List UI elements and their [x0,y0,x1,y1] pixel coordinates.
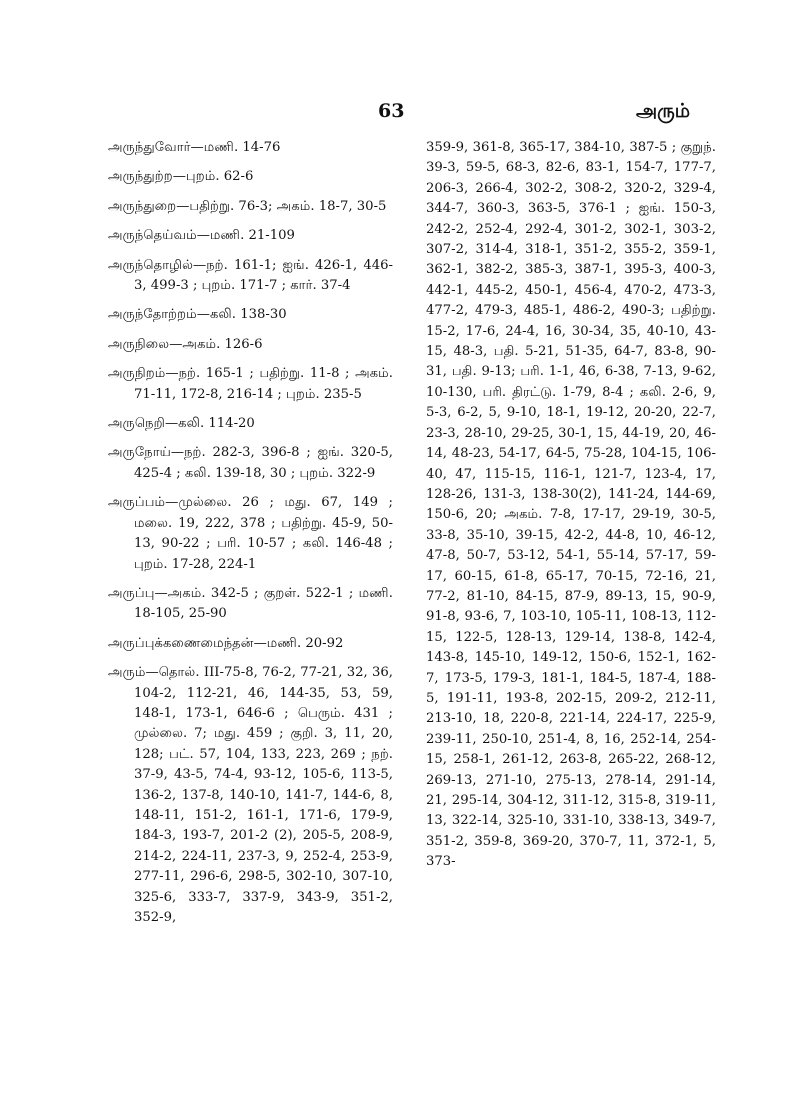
entry-headword: அருந்துற்ற [108,169,173,185]
entry-references: —முல்லை. 26 ; மது. 67, 149 ; மலை. 19, 222, 378 ; பதிற்று. 45-9, 50-13, 90-22 ; பரி. 10-57 ; கலி. 146-48 ; புறம். 17-28, 224-1 [134,495,393,572]
entry-headword: அருந்தெய்வம் [108,228,197,244]
entry-headword: அருப்பு [108,585,155,601]
right-column [426,138,716,873]
entry-headword: அருப்பம் [108,495,166,511]
entry-headword: அருப்புக்கணைமைந்தன் [108,635,254,651]
running-head: அரும் [636,100,691,122]
entry-references: —நற். 282-3, 396-8 ; ஐங். 320-5, 425-4 ; கலி. 139-18, 30 ; புறம். 322-9 [134,445,393,481]
index-entry [108,414,393,434]
entry-headword: அருந்தொழில் [108,257,194,273]
entry-headword: அருந்துவோர் [108,140,191,155]
entry-references: —கலி. 138-30 [196,307,287,323]
index-entry [108,634,393,654]
index-entry [108,584,393,625]
index-entry [108,493,393,575]
index-entry [108,335,393,355]
index-entry [108,663,393,928]
index-entry [108,226,393,246]
entry-headword: அருநிலை [108,336,170,352]
entry-references: —நற். 165-1 ; பதிற்று. 11-8 ; அகம். 71-11, 172-8, 216-14 ; புறம். 235-5 [134,366,393,402]
index-entry [108,167,393,187]
entry-headword: அருந்தோற்றம் [108,307,197,323]
entry-references: —புறம். 62-6 [172,169,254,185]
continued-references: 359-9, 361-8, 365-17, 384-10, 387-5 ; குறுந். 39-3, 59-5, 68-3, 82-6, 83-1, 154-7, 177-7, 206-3, 266-4, 302-2, 308-2, 320-2, 329-4, 344-7, 360-3, 363-5, 376-1 ; ஐங். 150-3, 242-2, 252-4, 292-4, 301-2, 302-1, 303-2, 307-2, 314-4, 318-1, 351-2, 355-2, 359-1, 362-1, 382-2, 385-3, 387-1, 395-3, 400-3, 442-1, 445-2, 450-1, 456-4, 470-2, 473-3, 477-2, 479-3, 485-1, 486-2, 490-3; பதிற்று. 15-2, 17-6, 24-4, 16, 30-34, 35, 40-10, 43-15, 48-3, பதி. 5-21, 51-35, 64-7, 83-8, 90-31, பதி. 9-13; பரி. 1-1, 46, 6-38, 7-13, 9-62, 10-130, பரி. திரட்டு. 1-79, 8-4 ; கலி. 2-6, 9, 5-3, 6-2, 5, 9-10, 18-1, 19-12, 20-20, 22-7, 23-3, 28-10, 29-25, 30-1, 15, 44-19, 20, 46-14, 48-23, 54-17, 64-5, 75-28, 104-15, 106-40, 47, 115-15, 116-1, 121-7, 123-4, 17, 128-26, 131-3, 138-30(2), 141-24, 144-69, 150-6, 20; அகம். 7-8, 17-17, 29-19, 30-5, 33-8, 35-10, 39-15, 42-2, 44-8, 10, 46-12, 47-8, 50-7, 53-12, 54-1, 55-14, 57-17, 59-17, 60-15, 61-8, 65-17, 70-15, 72-16, 21, 77-2, 81-10, 84-15, 87-9, 89-13, 15, 90-9, 91-8, 93-6, 7, 103-10, 105-11, 108-13, 112-15, 122-5, 128-13, 129-14, 138-8, 142-4, 143-8, 145-10, 149-12, 150-6, 152-1, 162-7, 173-5, 179-3, 181-1, 184-5, 187-4, 188-5, 191-11, 193-8, 202-15, 209-2, 212-11, 213-10, 18, 220-8, 221-14, 224-17, 225-9, 239-11, 250-10, 251-4, 8, 16, 252-14, 254-15, 258-1, 261-12, 263-8, 265-22, 268-12, 269-13, 271-10, 275-13, 278-14, 291-14, 21, 295-14, 304-12, 311-12, 315-8, 319-11, 13, 322-14, 325-10, 331-10, 338-13, 349-7, 351-2, 359-8, 369-20, 370-7, 11, 372-1, 5, 373- [426,140,716,870]
entry-headword: அருநோய் [108,445,171,461]
entry-references: —நற். 161-1; ஐங். 426-1, 446-3, 499-3 ; புறம். 171-7 ; கார். 37-4 [134,257,393,294]
index-entry [108,364,393,405]
entry-references: —பதிற்று. 76-3; அகம். 18-7, 30-5 [176,198,387,214]
entry-references: —மணி. 14-76 [190,140,281,155]
entry-headword: அருநிறம் [108,366,166,382]
left-column [108,138,393,937]
entry-references: —தொல். III-75-8, 76-2, 77-21, 32, 36, 104-2, 112-21, 46, 144-35, 53, 59, 148-1, 173-1, 646-6 ; பெரும். 431 ; முல்லை. 7; மது. 459 ; குறி. 3, 11, 20, 128; பட். 57, 104, 133, 223, 269 ; நற். 37-9, 43-5, 74-4, 93-12, 105-6, 113-5, 136-2, 137-8, 140-10, 141-7, 144-6, 8, 148-11, 151-2, 161-1, 171-6, 179-9, 184-3, 193-7, 201-2 (2), 205-5, 208-9, 214-2, 224-11, 237-3, 9, 252-4, 253-9, 277-11, 296-6, 298-5, 302-10, 307-10, 325-6, 333-7, 337-9, 343-9, 351-2, 352-9, [134,665,393,925]
entry-references: —மணி. 21-109 [196,228,295,244]
entry-headword: அரும் [108,665,146,681]
index-entry [108,443,393,484]
index-entry [108,138,393,158]
index-entry [108,305,393,325]
entry-references: —அகம். 126-6 [169,336,263,352]
index-entry [108,256,393,297]
page-number: 63 [378,100,405,122]
entry-references: —கலி. 114-20 [164,416,255,432]
index-entry [108,197,393,217]
entry-references: —மணி. 20-92 [253,635,344,651]
entry-headword: அருந்துறை [108,198,177,214]
entry-headword: அருநெறி [108,416,165,432]
entry-references: —அகம். 342-5 ; குறள். 522-1 ; மணி. 18-105, 25-90 [134,585,393,622]
